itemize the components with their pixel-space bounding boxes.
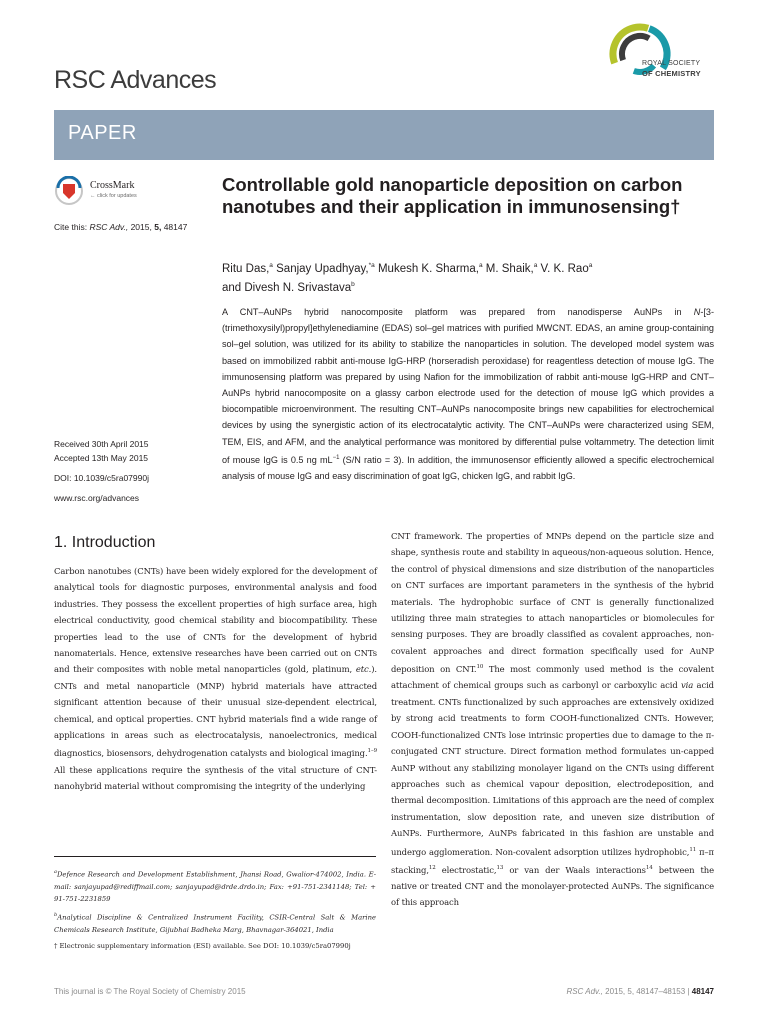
- journal-name: RSC Advances: [54, 66, 217, 94]
- body-column-right: [391, 528, 714, 911]
- citation-ref[interactable]: 12: [428, 864, 436, 871]
- abstract-text: -[3-(trimethoxysilyl)propyl]ethylenediamine (EDAS) sol–gel matrices with purified MWCNT. EDAS, an amine group-containing sol–gel solution, was utilized for its ability to stabilize the nanoparticles in solution. The developed model system was based on immobilized rabbit anti-mouse IgG-HRP (horseradish peroxidase) for reagentless detection of mouse IgG. The immunosensing platform was prepared by using Nafion for the immobilization of rabbit anti-mouse IgG-HRP and CNT–AuNPs hybrid nanocomposite on a glassy carbon electrode used for the detection of mouse IgG which provides a biocompatible microenvironment. The resulting CNT–AuNPs nanocomposite brings new capabilities for electrochemical devices by using the synergistic action of its electrocatalytic activity. The CNT–AuNPs were characterized using SEM, TEM, EIS, and AFM, and the analytical performance was monitored by differential pulse voltammetry. The detection limit of mouse IgG is 0.5 ng mL: [222, 307, 714, 465]
- body-text: ). CNTs and metal nanoparticle (MNP) hybrid materials have attracted significant attention because of their unusual size-dependent electrical, chemical, and optical properties. CNT hybrid materials find a wide range of applications in areas such as electrocatalysis, nanoelectronics, medical diagnostics, biosensors, dehydrogenation catalysts and biological imaging.: [54, 664, 377, 759]
- cite-page: 48147: [163, 222, 188, 232]
- rsc-logo-icon: [606, 18, 716, 92]
- abstract: [222, 304, 714, 484]
- cite-volume: 5,: [154, 222, 162, 232]
- accepted-date: Accepted 13th May 2015: [54, 453, 149, 463]
- author-list: Ritu Das,$^a$ Sanjay Upadhyay,$^{*a}$ Mukesh K. Sharma,$^a$ M. Shaik,$^a$ V. K. Rao$^a$ and Divesh N. Srivastava$^b$: [222, 262, 593, 294]
- cite-ref: RSC Adv.,: [89, 222, 129, 232]
- banner-label: PAPER: [68, 122, 137, 144]
- rsc-logo: [606, 18, 716, 92]
- footnote-divider: [54, 856, 376, 857]
- footer-copyright: This journal is © The Royal Society of Chemistry 2015: [54, 987, 246, 996]
- section-heading: 1. Introduction: [54, 534, 156, 551]
- footer-citation: [566, 987, 714, 996]
- footer-range: 2015, 5, 48147–48153 |: [605, 987, 690, 996]
- footer-ref: RSC Adv.,: [566, 987, 603, 996]
- crossmark-badge[interactable]: [54, 176, 164, 206]
- body-column-left: [54, 563, 377, 795]
- body-text: All these applications require the synthesis of the vital structure of CNT-nanohybrid material without compromising the integrity of the underlying: [54, 764, 377, 792]
- crossmark-label: CrossMark: [90, 180, 135, 191]
- footnotes: [54, 866, 376, 955]
- cite-this: [54, 222, 187, 232]
- author: M. Shaik,: [485, 262, 534, 275]
- cite-year: 2015,: [130, 222, 152, 232]
- paper-banner: [54, 110, 714, 160]
- citation-ref[interactable]: 14: [645, 864, 653, 871]
- author: Sanjay Upadhyay,: [276, 262, 369, 275]
- body-text: acid treatment. CNTs functionalized by such approaches are extensively oxidized by strong acid treatments to form COOH-functionalized CNTs. However, COOH-functionalized CNTs lose intrinsic properties due to damage to the π-conjugated CNT structure. Direct formation method formulates un-capped AuNP without any stabilizing monolayer ligand on the CNTs using different approaches such as chemical vapour deposition, electrodeposition, and thermal decomposition. Limitations of this approach are the need of complex instrumentation, slow deposition rate, and uneven size distribution of AuNPs. Furthermore, AuNPs fabricated in this fashion are unstable and undergo agglomeration. Non-covalent adsorption utilizes hydrophobic,: [391, 680, 715, 857]
- body-text: Carbon nanotubes (CNTs) have been widely explored for the development of analytical tools for diagnostic purposes, environmental analysis and food industries. They possess the excellent properties of high surface area, high electrical conductivity, good chemical stability and biocompatibility. These properties lead to the use of CNTs for the development of hybrid nanomaterials. Hence, extensive researches have been carried out on CNTs and their composites with noble metal nanoparticles (gold, platinum,: [54, 566, 377, 675]
- footnote-affiliation-a: $^a$Defence Research and Development Establishment, Jhansi Road, Gwalior-474002, India. E-mail: sanjayupad@rediffmail.com; sanjayupad@drde.drdo.in; Fax: +91-751-2341148; Tel: + 91-751-2231859: [54, 869, 376, 904]
- body-text: π–π stacking,: [391, 846, 714, 875]
- author: Ritu Das,: [222, 262, 270, 275]
- abstract-text: A CNT–AuNPs hybrid nanocomposite platform was prepared from nanodisperse AuNPs in: [222, 307, 694, 317]
- logo-line-1: ROYAL SOCIETY: [642, 60, 701, 67]
- citation-ref[interactable]: 13: [496, 864, 504, 871]
- abstract-sup: −1: [332, 454, 340, 461]
- footnote-esi: † Electronic supplementary information (ESI) available. See DOI: 10.1039/c5ra07990j: [54, 941, 351, 950]
- cite-label: Cite this:: [54, 222, 88, 232]
- body-text: etc.: [355, 664, 372, 675]
- page-number: 48147: [691, 987, 714, 996]
- abstract-text: N: [693, 307, 701, 317]
- body-text: CNT framework. The properties of MNPs depend on the particle size and shape, synthesis route and stability in aqueous/non-aqueous solution. Hence, the control of physical dimensions and size distribution of the nanoparticles on CNT surfaces are important parameters in the synthesis of the hybrid materials. The hydrophobic surface of CNT is generally functionalized utilizing three main strategies to attach nanoparticles or biomolecules for sensing purposes. They are broadly classified as covalent approaches, non-covalent approaches and direct formation specifically used for AuNP deposition on CNT.: [391, 531, 714, 675]
- doi[interactable]: DOI: 10.1039/c5ra07990j: [54, 473, 149, 483]
- author: and Divesh N. Srivastava: [222, 281, 352, 294]
- body-text: electrostatic,: [435, 864, 497, 875]
- journal-website[interactable]: www.rsc.org/advances: [54, 493, 140, 503]
- footnote-affiliation-b: $^b$Analytical Discipline & Centralized Instrument Facility, CSIR-Central Salt & Marine Chemicals Research Institute, Gijubhai Badheka Marg, Bhavnagar-364021, India: [54, 912, 376, 934]
- abstract-text: (S/N ratio = 3). In addition, the immunosensor efficiently allowed a specific electrochemical analysis of mouse IgG and easy discrimination of goat IgG, chicken IgG, and rabbit IgG.: [222, 454, 714, 482]
- body-text: or van der Waals interactions: [503, 864, 646, 875]
- body-text: via: [681, 680, 694, 691]
- body-text: The most commonly used method is the covalent attachment of chemical groups such as carbonyl or carboxylic acid: [391, 664, 714, 691]
- body-text: between the native or treated CNT and the monolayer-protected AuNPs. The significance of this approach: [391, 864, 714, 908]
- author: Mukesh K. Sharma,: [377, 262, 479, 275]
- citation-ref[interactable]: 1–9: [367, 748, 377, 755]
- crossmark-icon: [54, 176, 86, 206]
- citation-ref[interactable]: 11: [689, 846, 697, 853]
- received-date: Received 30th April 2015: [54, 439, 149, 449]
- logo-line-2: OF CHEMISTRY: [642, 69, 701, 78]
- article-title: Controllable gold nanoparticle deposition on carbon nanotubes and their application in immunosensing†: [222, 174, 683, 217]
- citation-ref[interactable]: 10: [476, 664, 484, 671]
- author: V. K. Rao: [540, 262, 589, 275]
- crossmark-sub: ← click for updates: [90, 193, 137, 199]
